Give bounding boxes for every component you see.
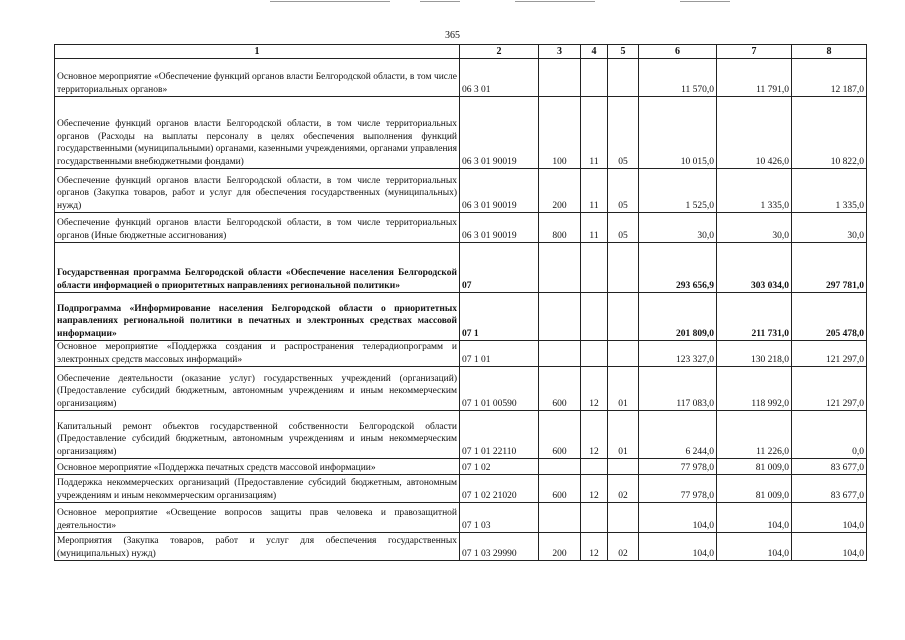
amount-year-2: 118 992,0: [717, 367, 792, 411]
row-name: Основное мероприятие «Обеспечение функций органов власти Белгородской области, в том числе территориальных органов»: [55, 59, 460, 97]
amount-year-3: 104,0: [792, 503, 867, 533]
amount-year-3: 0,0: [792, 411, 867, 459]
table-row: [55, 459, 867, 475]
section: [581, 59, 608, 97]
subsection: 02: [608, 475, 639, 503]
budget-code: 06 3 01 90019: [460, 213, 539, 243]
amount-year-3: 297 781,0: [792, 243, 867, 293]
amount-year-1: 77 978,0: [639, 475, 717, 503]
subsection: 05: [608, 97, 639, 169]
table-row: [55, 533, 867, 561]
amount-year-1: 6 244,0: [639, 411, 717, 459]
table-row: [55, 341, 867, 367]
subsection: 02: [608, 533, 639, 561]
page-number: 365: [445, 30, 460, 41]
row-name: Основное мероприятие «Поддержка создания и распространения телерадиопрограмм и электронных средств массовых информаций»: [55, 341, 460, 367]
amount-year-2: 11 791,0: [717, 59, 792, 97]
budget-code: 07 1 01 22110: [460, 411, 539, 459]
section: 12: [581, 475, 608, 503]
amount-year-3: 30,0: [792, 213, 867, 243]
expense-type: 800: [539, 213, 581, 243]
budget-code: 06 3 01: [460, 59, 539, 97]
budget-code: 06 3 01 90019: [460, 169, 539, 213]
table-row: [55, 243, 867, 293]
table-row: [55, 169, 867, 213]
amount-year-1: 104,0: [639, 533, 717, 561]
row-name: Обеспечение деятельности (оказание услуг) государственных учреждений (организаций) (Предоставление субсидий бюджетным, автономным учреждениям и иным некоммерческим организациям): [55, 367, 460, 411]
amount-year-2: 10 426,0: [717, 97, 792, 169]
row-name: Государственная программа Белгородской области «Обеспечение населения Белгородской области информацией о приоритетных направлениях региональной политики»: [55, 243, 460, 293]
header-cell-6: 6: [639, 45, 717, 59]
amount-year-3: 10 822,0: [792, 97, 867, 169]
header-row: [55, 45, 867, 59]
budget-code: 07 1 02: [460, 459, 539, 475]
budget-table: [54, 44, 867, 561]
section: 11: [581, 213, 608, 243]
subsection: [608, 341, 639, 367]
header-cell-1: 1: [55, 45, 460, 59]
expense-type: [539, 243, 581, 293]
amount-year-2: 1 335,0: [717, 169, 792, 213]
row-name: Обеспечение функций органов власти Белгородской области, в том числе территориальных органов (Расходы на выплаты персоналу в целях обеспечения выполнения функций государственными (муниципальными) органами, казенными учреждениями, органами управления государственными внебюджетными фондами): [55, 97, 460, 169]
amount-year-3: 83 677,0: [792, 475, 867, 503]
row-name: Поддержка некоммерческих организаций (Предоставление субсидий бюджетным, автономным учреждениям и иным некоммерческим организациям): [55, 475, 460, 503]
expense-type: 600: [539, 475, 581, 503]
amount-year-1: 30,0: [639, 213, 717, 243]
section: [581, 503, 608, 533]
expense-type: 600: [539, 367, 581, 411]
table-row: [55, 59, 867, 97]
budget-code: 07 1 01 00590: [460, 367, 539, 411]
section: 12: [581, 411, 608, 459]
subsection: [608, 459, 639, 475]
budget-code: 07 1 01: [460, 341, 539, 367]
expense-type: [539, 503, 581, 533]
scan-mark-top-left: [270, 1, 390, 2]
amount-year-1: 123 327,0: [639, 341, 717, 367]
amount-year-2: 211 731,0: [717, 293, 792, 341]
amount-year-2: 104,0: [717, 533, 792, 561]
subsection: [608, 59, 639, 97]
section: 12: [581, 533, 608, 561]
amount-year-3: 12 187,0: [792, 59, 867, 97]
amount-year-2: 30,0: [717, 213, 792, 243]
table-row: [55, 97, 867, 169]
subsection: 01: [608, 411, 639, 459]
header-cell-4: 4: [581, 45, 608, 59]
subsection: 01: [608, 367, 639, 411]
table-body: [55, 59, 867, 561]
expense-type: 200: [539, 169, 581, 213]
amount-year-1: 77 978,0: [639, 459, 717, 475]
section: [581, 459, 608, 475]
table-row: [55, 503, 867, 533]
budget-code: 07 1 03 29990: [460, 533, 539, 561]
amount-year-2: 303 034,0: [717, 243, 792, 293]
subsection: 05: [608, 213, 639, 243]
header-cell-2: 2: [460, 45, 539, 59]
amount-year-2: 130 218,0: [717, 341, 792, 367]
amount-year-3: 121 297,0: [792, 367, 867, 411]
amount-year-1: 10 015,0: [639, 97, 717, 169]
amount-year-3: 205 478,0: [792, 293, 867, 341]
section: [581, 293, 608, 341]
expense-type: [539, 459, 581, 475]
budget-code: 07 1 03: [460, 503, 539, 533]
scan-mark-top-far: [680, 1, 730, 2]
expense-type: 600: [539, 411, 581, 459]
expense-type: [539, 59, 581, 97]
budget-code: 07 1: [460, 293, 539, 341]
table-row: [55, 367, 867, 411]
budget-code: 07 1 02 21020: [460, 475, 539, 503]
row-name: Подпрограмма «Информирование населения Белгородской области о приоритетных направлениях региональной политики в печатных и электронных средствах массовой информации»: [55, 293, 460, 341]
row-name: Обеспечение функций органов власти Белгородской области, в том числе территориальных органов (Закупка товаров, работ и услуг для обеспечения государственных (муниципальных) нужд): [55, 169, 460, 213]
budget-code: 06 3 01 90019: [460, 97, 539, 169]
amount-year-1: 293 656,9: [639, 243, 717, 293]
amount-year-2: 81 009,0: [717, 459, 792, 475]
header-cell-7: 7: [717, 45, 792, 59]
amount-year-1: 11 570,0: [639, 59, 717, 97]
table-row: [55, 411, 867, 459]
amount-year-2: 11 226,0: [717, 411, 792, 459]
header-cell-3: 3: [539, 45, 581, 59]
section: [581, 341, 608, 367]
amount-year-2: 81 009,0: [717, 475, 792, 503]
row-name: Основное мероприятие «Освещение вопросов защиты прав человека и правозащитной деятельности»: [55, 503, 460, 533]
expense-type: [539, 293, 581, 341]
section: [581, 243, 608, 293]
budget-code: 07: [460, 243, 539, 293]
amount-year-1: 1 525,0: [639, 169, 717, 213]
scan-mark-top-right: [515, 1, 595, 2]
subsection: [608, 503, 639, 533]
amount-year-1: 201 809,0: [639, 293, 717, 341]
expense-type: [539, 341, 581, 367]
table-row: [55, 293, 867, 341]
expense-type: 100: [539, 97, 581, 169]
header-cell-5: 5: [608, 45, 639, 59]
amount-year-1: 104,0: [639, 503, 717, 533]
amount-year-3: 104,0: [792, 533, 867, 561]
section: 11: [581, 169, 608, 213]
table-row: [55, 475, 867, 503]
section: 11: [581, 97, 608, 169]
subsection: 05: [608, 169, 639, 213]
amount-year-1: 117 083,0: [639, 367, 717, 411]
amount-year-3: 1 335,0: [792, 169, 867, 213]
amount-year-2: 104,0: [717, 503, 792, 533]
subsection: [608, 243, 639, 293]
subsection: [608, 293, 639, 341]
scan-mark-top-mid: [420, 1, 460, 2]
header-cell-8: 8: [792, 45, 867, 59]
amount-year-3: 83 677,0: [792, 459, 867, 475]
expense-type: 200: [539, 533, 581, 561]
amount-year-3: 121 297,0: [792, 341, 867, 367]
table-row: [55, 213, 867, 243]
row-name: Мероприятия (Закупка товаров, работ и услуг для обеспечения государственных (муниципальных) нужд): [55, 533, 460, 561]
section: 12: [581, 367, 608, 411]
row-name: Основное мероприятие «Поддержка печатных средств массовой информации»: [55, 459, 460, 475]
row-name: Обеспечение функций органов власти Белгородской области, в том числе территориальных органов (Иные бюджетные ассигнования): [55, 213, 460, 243]
row-name: Капитальный ремонт объектов государственной собственности Белгородской области (Предоставление субсидий бюджетным, автономным учреждениям и иным некоммерческим организациям): [55, 411, 460, 459]
